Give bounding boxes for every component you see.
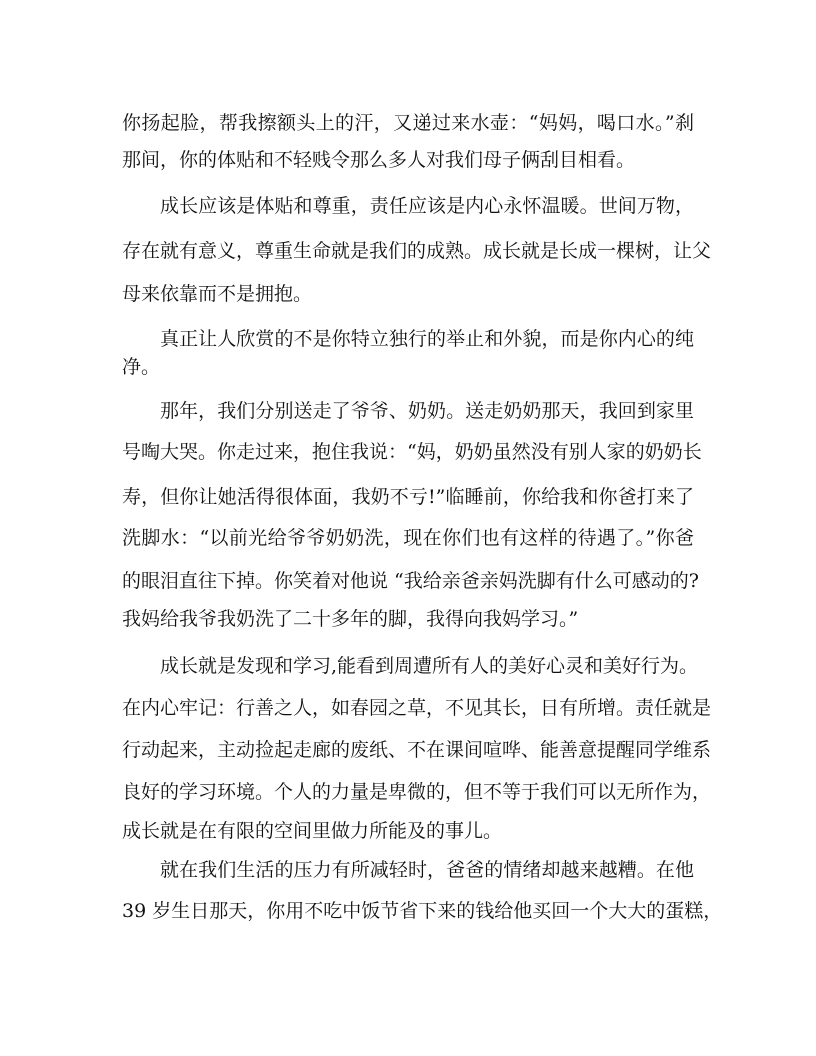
text-line: 真正让人欣赏的不是你特立独行的举止和外貌，而是你内心的纯 — [160, 328, 694, 350]
text-line: 39 岁生日那天，你用不吃中饭节省下来的钱给他买回一个大大的蛋糕， — [122, 900, 723, 922]
text-line: 你扬起脸，帮我擦额头上的汗，又递过来水壶：“妈妈，喝口水。”刹 — [122, 112, 694, 134]
text-line: 就在我们生活的压力有所减轻时，爸爸的情绪却越来越糟。在他 — [160, 859, 694, 881]
text-line: 那间，你的体贴和不轻贱令那么多人对我们母子俩刮目相看。 — [122, 149, 636, 171]
text-line: 寿，但你让她活得很体面，我奶不亏!”临睡前，你给我和你爸打来了 — [122, 486, 694, 508]
text-line: 成长应该是体贴和尊重，责任应该是内心永怀温暖。世间万物， — [160, 195, 694, 217]
text-line: 存在就有意义，尊重生命就是我们的成熟。成长就是长成一棵树，让父 — [122, 240, 712, 262]
text-line: 良好的学习环境。个人的力量是卑微的，但不等于我们可以无所作为， — [122, 781, 712, 803]
text-line: 成长就是在有限的空间里做力所能及的事儿。 — [122, 820, 503, 842]
text-line: 那年，我们分别送走了爷爷、奶奶。送走奶奶那天，我回到家里 — [160, 400, 694, 422]
text-line: 的眼泪直往下掉。你笑着对他说 “我给亲爸亲妈洗脚有什么可感动的? — [122, 570, 699, 592]
text-line: 成长就是发现和学习,能看到周遭所有人的美好心灵和美好行为。 — [160, 655, 699, 677]
text-line: 号啕大哭。你走过来，抱住我说：“妈，奶奶虽然没有别人家的奶奶长 — [122, 441, 702, 463]
text-line: 在内心牢记：行善之人，如春园之草，不见其长，日有所增。责任就是 — [122, 697, 712, 719]
text-line: 母来依靠而不是拥抱。 — [122, 283, 313, 305]
text-line: 我妈给我爷我奶洗了二十多年的脚，我得向我妈学习。” — [122, 608, 579, 630]
text-line: 行动起来，主动捡起走廊的废纸、不在课间喧哗、能善意提醒同学维系 — [122, 739, 712, 761]
text-line: 净。 — [122, 356, 161, 378]
text-line: 洗脚水：“以前光给爷爷奶奶洗，现在你们也有这样的待遇了。”你爸 — [122, 527, 694, 549]
